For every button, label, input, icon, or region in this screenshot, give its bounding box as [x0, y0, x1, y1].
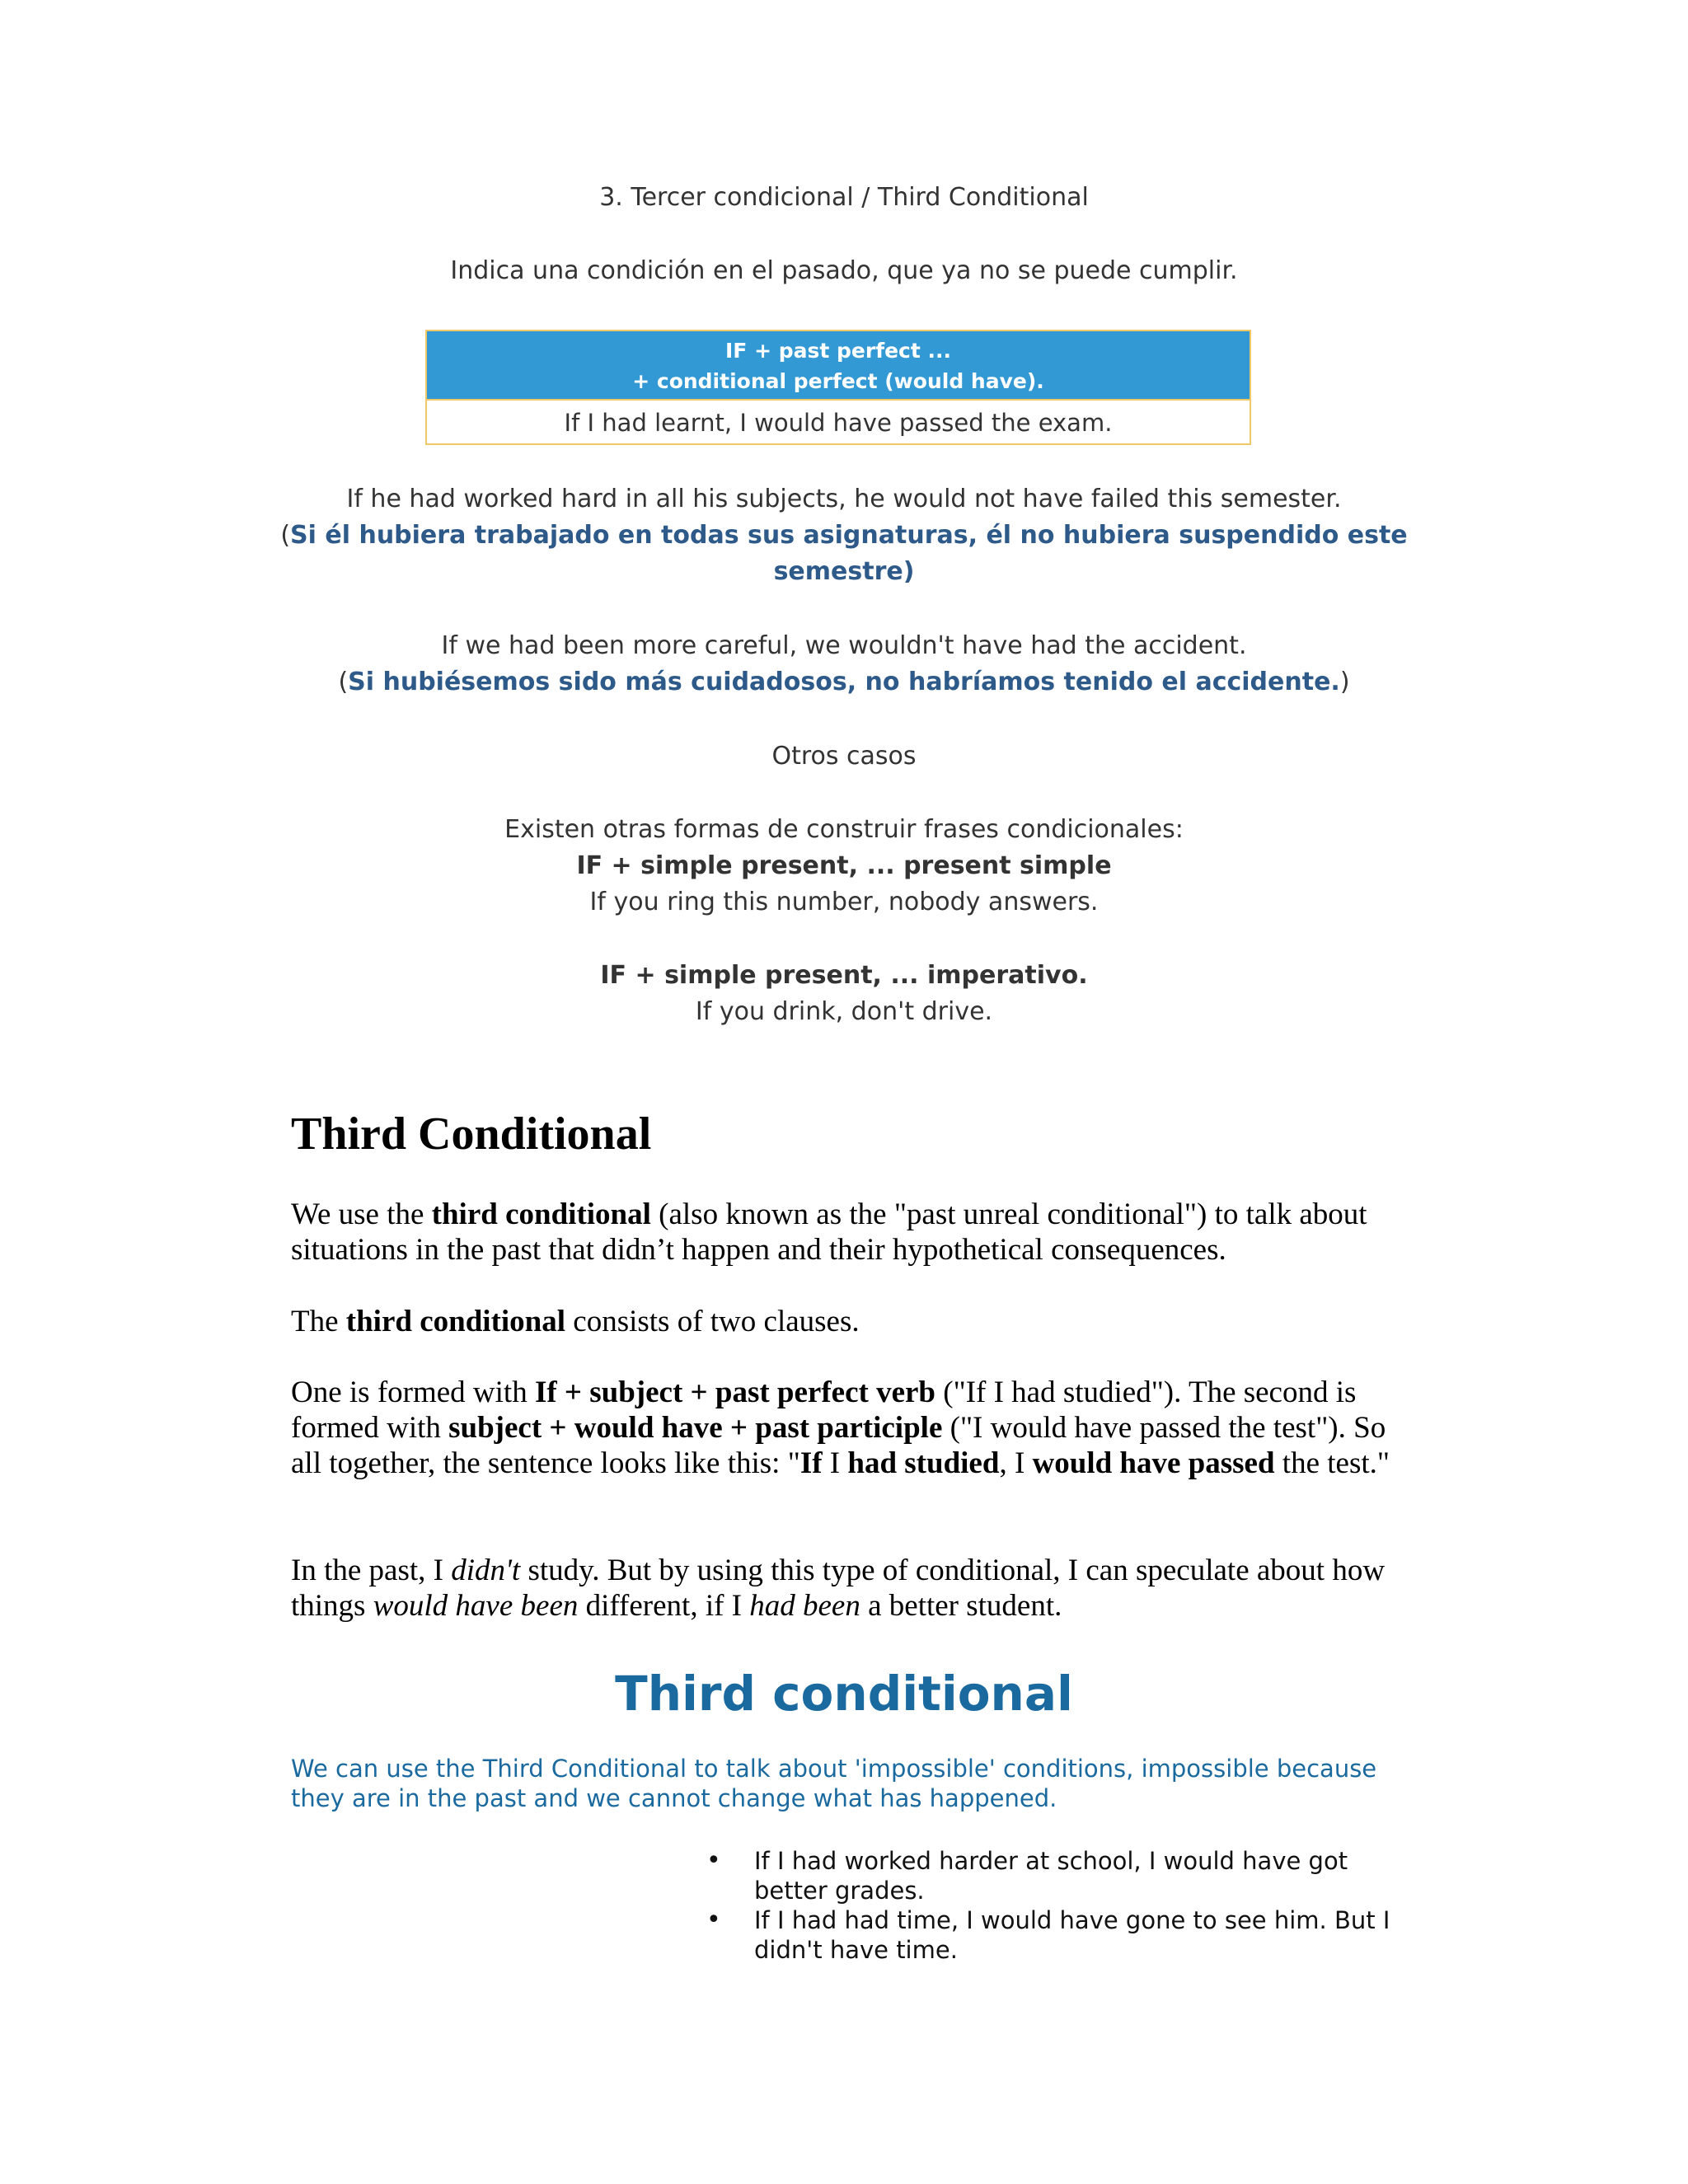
- open-paren: (: [338, 668, 349, 696]
- serif-paragraph-1: [291, 1197, 1395, 1268]
- text-run: I: [822, 1446, 848, 1480]
- open-paren: (: [280, 521, 291, 550]
- other-cases-rule1: IF + simple present, ... present simple: [576, 851, 1112, 880]
- text-run: the test.": [1274, 1446, 1390, 1480]
- other-cases-example1: If you ring this number, nobody answers.: [589, 888, 1099, 916]
- italic-term: had been: [749, 1589, 860, 1623]
- bold-term: third conditional: [431, 1197, 651, 1231]
- italic-term: would have been: [373, 1589, 579, 1623]
- example1-translation-text: Si él hubiera trabajado en todas sus asignaturas, él no hubiera suspendido este: [290, 521, 1408, 550]
- bold-term: would have passed: [1032, 1446, 1275, 1480]
- bold-term: subject + would have + past participle: [448, 1411, 943, 1445]
- serif-paragraph-3: [291, 1375, 1395, 1481]
- example1-translation-line1: [0, 518, 1688, 554]
- text-run: different, if I: [578, 1589, 750, 1623]
- bold-term: had studied: [847, 1446, 1000, 1480]
- list-item-text: If I had had time, I would have gone to see him. But I didn't have time.: [754, 1906, 1390, 1964]
- bold-term: If + subject + past perfect verb: [534, 1376, 936, 1409]
- spanish-intro: Indica una condición en el pasado, que ya no se puede cumplir.: [450, 256, 1238, 285]
- text-run: ("If I had studied"). The second is formed with: [291, 1376, 1357, 1445]
- example-bullet-list: [705, 1846, 1397, 1965]
- text-run: The: [291, 1305, 346, 1338]
- text-run: We use the: [291, 1197, 432, 1231]
- list-item: [705, 1846, 1397, 1905]
- example2-translation-line: [0, 664, 1688, 701]
- bullet-icon: •: [706, 1846, 721, 1875]
- rule-line-2: + conditional perfect (would have).: [632, 369, 1044, 393]
- example2-english: If we had been more careful, we wouldn't have had the accident.: [441, 631, 1247, 660]
- text-run: study. But by using this type of conditional, I can speculate about how things: [291, 1554, 1386, 1623]
- serif-section-title: Third Conditional: [291, 1108, 652, 1160]
- italic-term: didn't: [451, 1554, 521, 1587]
- text-run: (also known as the "past unreal conditional") to talk about situations in the past that didn’t happen and their hypothetical consequences.: [291, 1197, 1367, 1267]
- text-run: One is formed with: [291, 1376, 535, 1409]
- rule-box: [425, 330, 1251, 445]
- text-run: consists of two clauses.: [565, 1305, 860, 1338]
- list-item-text: If I had worked harder at school, I would have got better grades.: [754, 1847, 1348, 1905]
- other-cases-title: Otros casos: [771, 742, 917, 771]
- bold-term: third conditional: [345, 1305, 566, 1338]
- text-run: , I: [999, 1446, 1033, 1480]
- serif-paragraph-4: [291, 1553, 1395, 1624]
- bullet-icon: •: [706, 1905, 721, 1934]
- other-cases-rule2: IF + simple present, ... imperativo.: [600, 961, 1088, 990]
- text-run: In the past, I: [291, 1554, 452, 1587]
- serif-paragraph-2: [291, 1304, 1395, 1339]
- spanish-heading: 3. Tercer condicional / Third Conditional: [599, 183, 1089, 212]
- rule-line-1: IF + past perfect ...: [724, 339, 951, 363]
- bold-term: If: [799, 1446, 823, 1480]
- close-paren: ): [1339, 668, 1350, 696]
- rule-example: If I had learnt, I would have passed the exam.: [564, 409, 1113, 437]
- list-item: [705, 1905, 1397, 1965]
- other-cases-example2: If you drink, don't drive.: [695, 997, 993, 1026]
- blue-section-title: Third conditional: [615, 1666, 1073, 1722]
- blue-section-intro: We can use the Third Conditional to talk about 'impossible' conditions, impossible because they are in the past and we cannot change what has happened.: [291, 1755, 1377, 1812]
- example1-translation-line2: semestre): [773, 557, 915, 586]
- example2-translation-text: Si hubiésemos sido más cuidadosos, no habríamos tenido el accidente.: [348, 668, 1340, 696]
- text-run: a better student.: [860, 1589, 1062, 1623]
- text-run: ("I would have passed the test"). So all together, the sentence looks like this: ": [291, 1411, 1386, 1480]
- rule-box-header: [427, 331, 1250, 401]
- other-cases-intro: Existen otras formas de construir frases condicionales:: [504, 815, 1184, 844]
- example1-english: If he had worked hard in all his subjects, he would not have failed this semester.: [346, 485, 1342, 513]
